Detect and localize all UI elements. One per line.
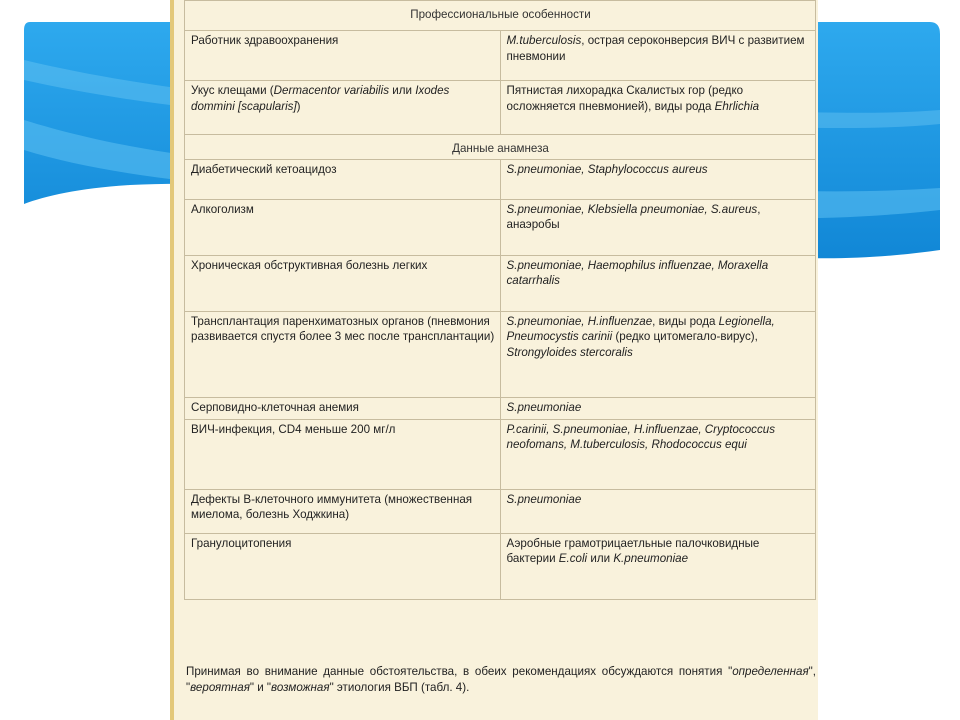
text-run: , анаэробы	[506, 202, 761, 232]
pathogen-cell	[500, 419, 816, 489]
text-run: S.pneumoniae	[506, 400, 582, 414]
risk-factor-table	[184, 0, 816, 600]
text-run: S.pneumoniae, H.influenzae	[506, 314, 653, 328]
table-row	[185, 397, 816, 419]
table-row	[185, 255, 816, 311]
text-run: Серповидно-клеточная анемия	[191, 400, 359, 414]
table-row	[185, 311, 816, 397]
table-row	[185, 489, 816, 533]
text-run: )	[296, 99, 301, 113]
table-row	[185, 533, 816, 599]
text-run: " этиология ВБП (табл. 4).	[329, 681, 470, 694]
text-run: Ixodes dommini [scapularis]	[191, 84, 450, 113]
table-row	[185, 81, 816, 135]
text-run: Strongyloides stercoralis	[506, 345, 633, 359]
risk-factor-cell	[185, 255, 501, 311]
text-run: вероятная	[190, 681, 250, 694]
text-run: Дефекты B-клеточного иммунитета (множественная миелома, болезнь Ходжкина)	[191, 492, 473, 522]
text-run: Пятнистая лихорадка Скалистых гор (редко осложняется пневмонией), виды рода	[506, 84, 744, 113]
pathogen-cell	[500, 255, 816, 311]
risk-factor-cell	[185, 199, 501, 255]
text-run: K.pneumoniae	[613, 552, 689, 566]
text-run: (редко цитомегало-вирус),	[612, 330, 758, 344]
pathogen-cell	[500, 199, 816, 255]
pathogen-cell	[500, 81, 816, 135]
text-run: , острая сероконверсия ВИЧ с развитием пневмонии	[506, 34, 805, 63]
text-run: Аэробные грамотрицаетльные палочковидные бактерии	[506, 536, 760, 566]
text-run: Трансплантация паренхиматозных органов (пневмония развивается спустя более 3 мес после трансплантации)	[191, 314, 495, 344]
table-row	[185, 31, 816, 81]
text-run: или	[389, 84, 416, 97]
risk-factor-cell	[185, 397, 501, 419]
text-run: M.tuberculosis	[506, 34, 582, 47]
text-run: Dermacentor variabilis	[273, 84, 390, 97]
pathogen-cell	[500, 397, 816, 419]
pathogen-cell	[500, 31, 816, 81]
risk-factor-cell	[185, 311, 501, 397]
risk-factor-cell	[185, 31, 501, 81]
text-run: E.coli	[558, 552, 588, 566]
text-run: Работник здравоохранения	[191, 34, 339, 47]
text-run: ВИЧ-инфекция, CD4 меньше 200 мг/л	[191, 422, 396, 436]
text-run: или	[587, 552, 614, 566]
text-run: Legionella, Pneumocystis carinii	[506, 314, 775, 344]
pathogen-cell	[500, 489, 816, 533]
text-run: Алкоголизм	[191, 202, 254, 216]
risk-factor-cell	[185, 81, 501, 135]
pathogen-cell	[500, 311, 816, 397]
pathogen-cell	[500, 159, 816, 199]
risk-factor-cell	[185, 419, 501, 489]
text-run: S.pneumoniae, Staphylococcus aureus	[506, 162, 708, 176]
pathogen-cell	[500, 533, 816, 599]
text-run: Принимая во внимание данные обстоятельства, в обеих рекомендациях обсуждаются понятия "	[186, 665, 733, 678]
text-run: Хроническая обструктивная болезнь легких	[191, 258, 428, 272]
text-run: S.pneumoniae, Haemophilus influenzae, Moraxella catarrhalis	[506, 258, 769, 288]
risk-factor-cell	[185, 489, 501, 533]
section-header-row	[185, 1, 816, 31]
footnote-paragraph	[186, 664, 816, 696]
text-run: возможная	[271, 681, 330, 694]
risk-factor-cell	[185, 159, 501, 199]
text-run: Ehrlichia	[714, 99, 760, 113]
table-row	[185, 199, 816, 255]
risk-factor-cell	[185, 533, 501, 599]
text-run: определенная	[732, 665, 809, 678]
text-run: ", "	[186, 665, 816, 694]
text-run: Диабетический кетоацидоз	[191, 162, 337, 176]
text-run: " и "	[249, 681, 272, 694]
text-run: P.carinii, S.pneumoniae, H.influenzae, Cryptococcus neofomans, M.tuberculosis, Rhodococcus equi	[506, 422, 776, 452]
table-body	[185, 1, 816, 600]
document-page	[170, 0, 818, 720]
text-run: Гранулоцитопения	[191, 536, 292, 550]
section-title: Данные анамнеза	[185, 135, 816, 160]
text-run: S.pneumoniae, Klebsiella pneumoniae, S.aureus	[506, 202, 758, 216]
text-run: Укус клещами (	[191, 84, 274, 97]
table-row	[185, 159, 816, 199]
text-run: S.pneumoniae	[506, 492, 582, 506]
section-title: Профессиональные особенности	[185, 1, 816, 31]
text-run: , виды рода	[652, 314, 719, 328]
section-header-row	[185, 135, 816, 160]
table-row	[185, 419, 816, 489]
